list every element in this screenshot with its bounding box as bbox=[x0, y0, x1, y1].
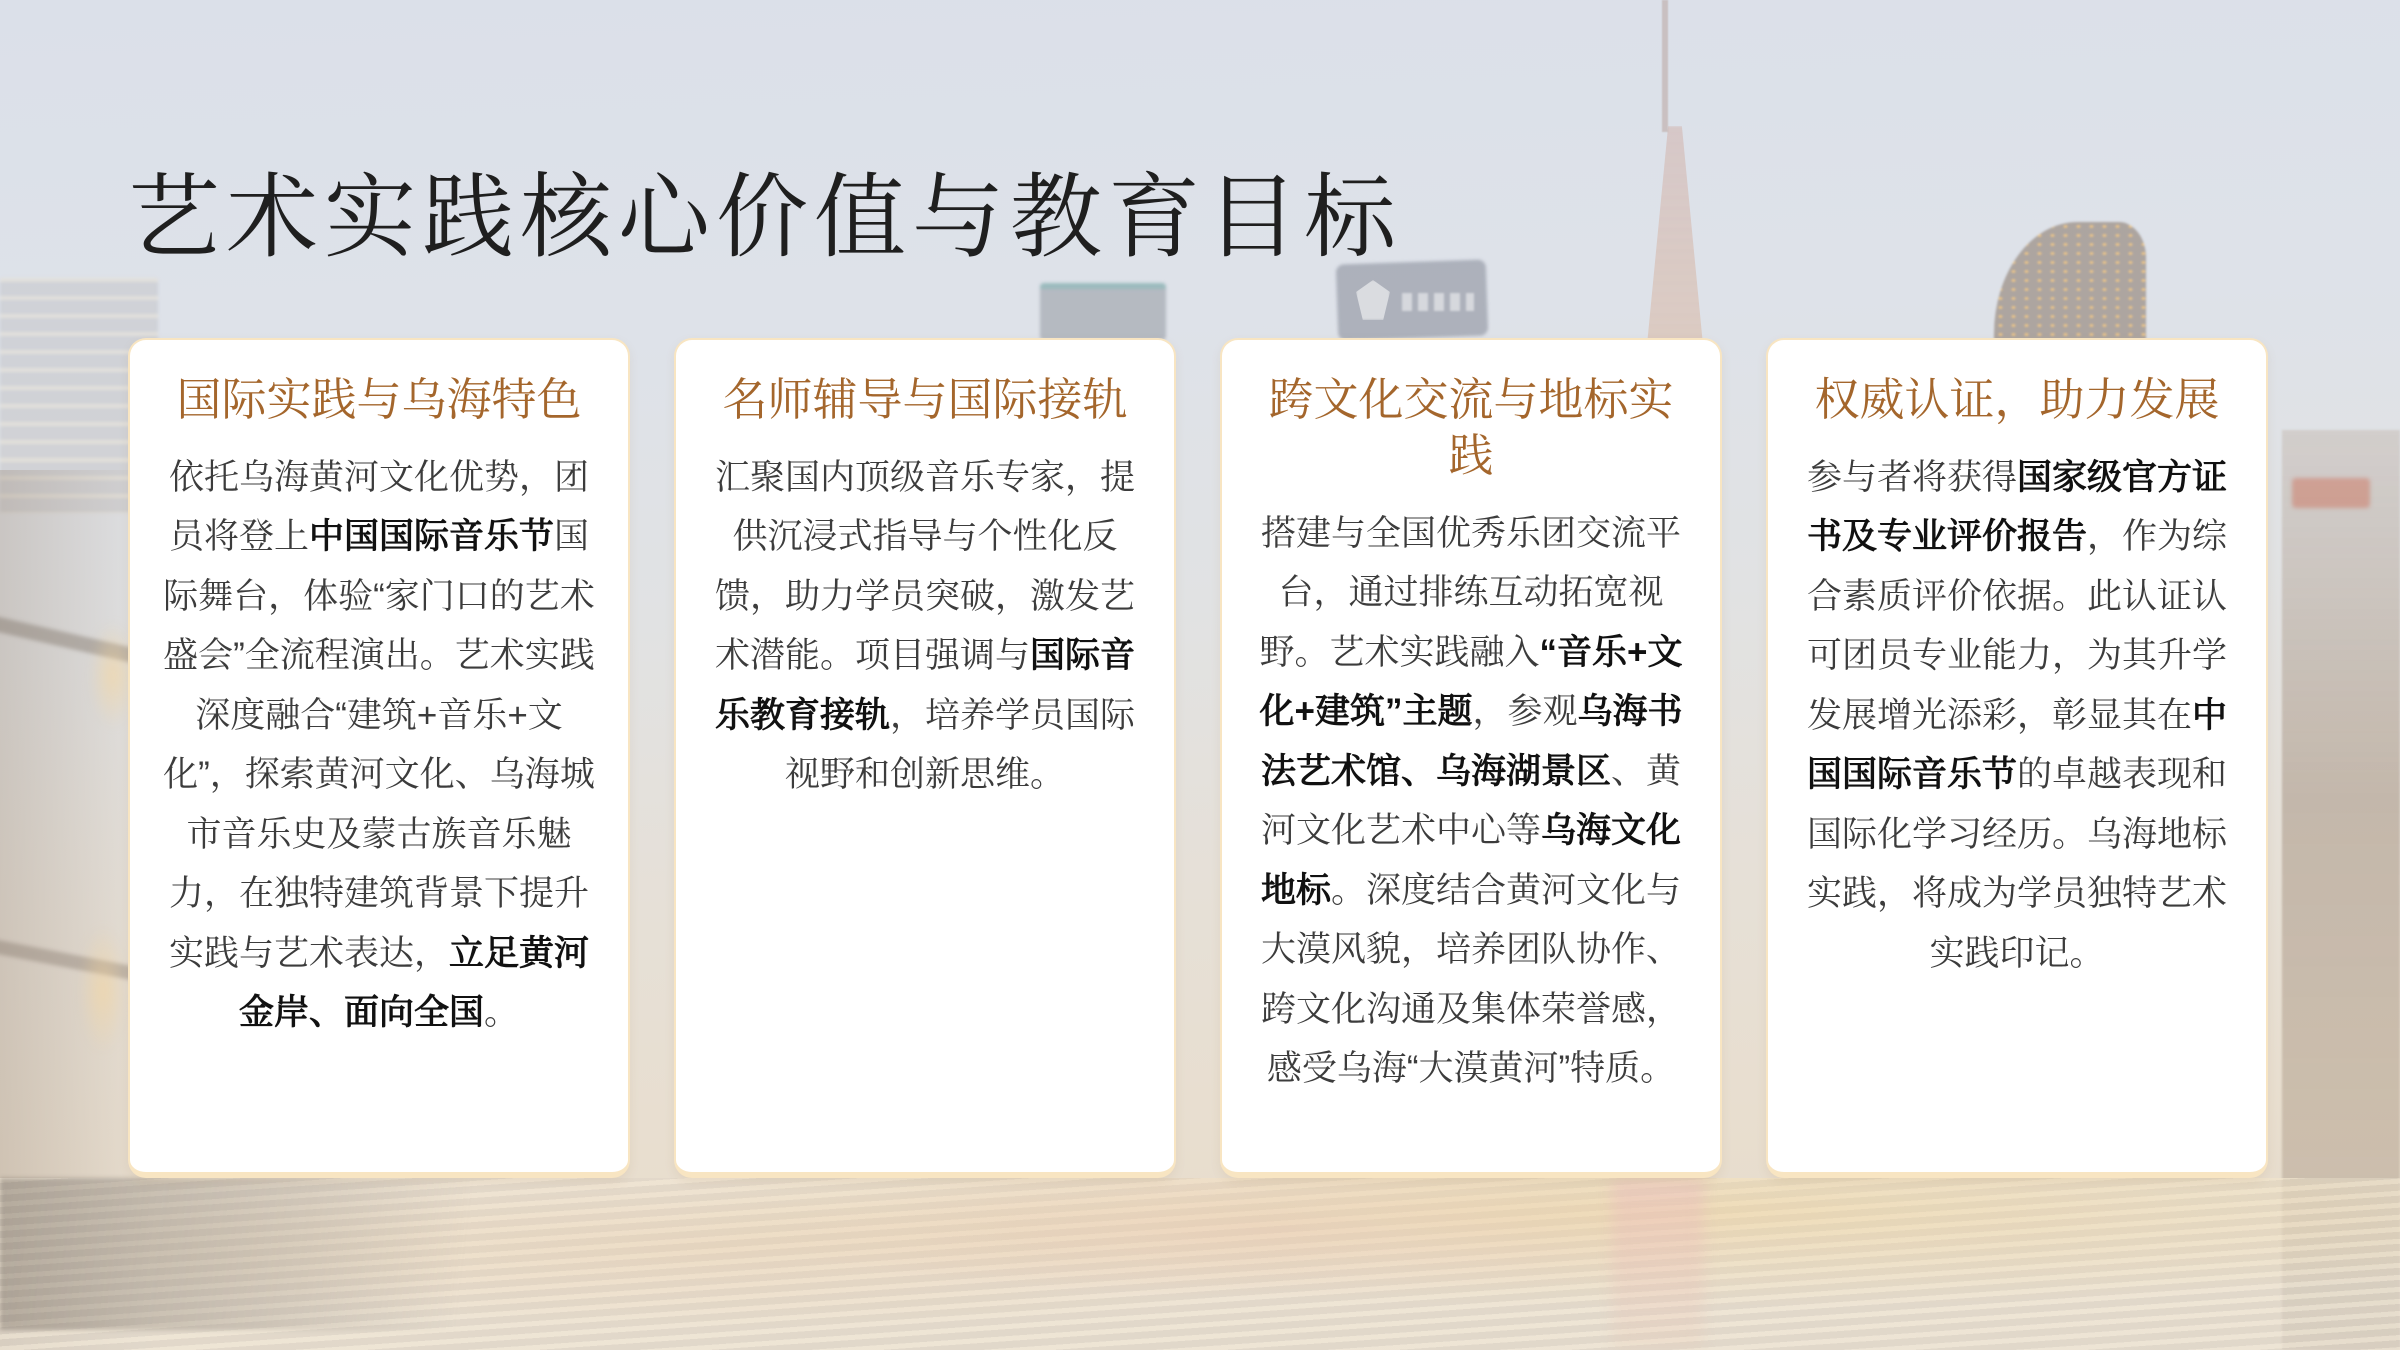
card-body-segment: ，作为综合素质评价依据。此认证认可团员专业能力，为其升学发展增光添彩，彰显其在 bbox=[1806, 517, 2228, 735]
card-body-bold-segment: “音乐+文化+建筑”主题 bbox=[1259, 632, 1683, 732]
page-title: 艺术实践核心价值与教育目标 bbox=[128, 167, 1403, 269]
card-body-segment: 参与者将获得 bbox=[1806, 457, 2017, 497]
card-body-bold-segment: 中国国际音乐节 bbox=[308, 517, 554, 557]
card-body-segment: ，参观 bbox=[1472, 692, 1578, 732]
card-title: 跨文化交流与地标实践 bbox=[1268, 374, 1674, 481]
background-billboard-glyphs bbox=[1402, 293, 1474, 311]
card-body bbox=[156, 448, 602, 1043]
background-highrise-right bbox=[1994, 222, 2146, 340]
card-body-bold-segment: 立足黄河金岸、面向全国 bbox=[238, 933, 590, 1033]
background-tower-antenna bbox=[1662, 0, 1668, 132]
card-body-segment: 、黄河文化艺术中心等 bbox=[1260, 751, 1682, 851]
background-tower-silhouette bbox=[1632, 126, 1718, 340]
card-title: 名师辅导与国际接轨 bbox=[722, 374, 1128, 425]
value-card bbox=[674, 338, 1176, 1178]
card-body-segment: 汇聚国内顶级音乐专家，提供沉浸式指导与个性化反馈，助力学员突破，激发艺术潜能。项目强调与 bbox=[714, 457, 1135, 676]
background-bridge bbox=[0, 1178, 540, 1330]
value-card bbox=[1220, 338, 1722, 1178]
value-card bbox=[1766, 338, 2268, 1178]
card-title: 权威认证，助力发展 bbox=[1814, 374, 2220, 425]
card-body bbox=[702, 448, 1148, 805]
background-billboard-left bbox=[1040, 283, 1166, 340]
background-water-reflection bbox=[1612, 1178, 1704, 1350]
card-body-bold-segment: 国家级官方证书及专业评价报告 bbox=[1806, 457, 2228, 557]
card-body-bold-segment: 乌海书法艺术馆、乌海湖景区 bbox=[1260, 692, 1683, 791]
card-title: 国际实践与乌海特色 bbox=[176, 374, 582, 425]
card-body-segment: 的卓越表现和国际化学习经历。乌海地标实践，将成为学员独特艺术实践印记。 bbox=[1806, 755, 2228, 973]
card-body bbox=[1248, 504, 1694, 1099]
card-body-bold-segment: 乌海文化地标 bbox=[1260, 811, 1682, 910]
cards-row bbox=[128, 338, 2268, 1178]
card-body bbox=[1794, 448, 2240, 984]
card-body-segment: 搭建与全国优秀乐团交流平台，通过排练互动拓宽视野。艺术实践融入 bbox=[1259, 513, 1681, 672]
card-body-segment: 。 bbox=[484, 993, 520, 1033]
card-body-segment: 国际舞台，体验“家门口的艺术盛会”全流程演出。艺术实践深度融合“建筑+音乐+文化”，探索黄河文化、乌海城市音乐史及蒙古族音乐魅力，在独特建筑背景下提升实践与艺术表达， bbox=[163, 517, 595, 973]
background-lantern-glow-lower bbox=[70, 900, 136, 1080]
card-body-bold-segment: 国际音乐教育接轨 bbox=[714, 636, 1136, 735]
value-card bbox=[128, 338, 630, 1178]
card-body-segment: ，培养学员国际视野和创新思维。 bbox=[784, 695, 1136, 795]
background-sign-right bbox=[2292, 478, 2370, 508]
card-body-segment: 依托乌海黄河文化优势，团员将登上 bbox=[168, 457, 589, 557]
card-body-segment: 。深度结合黄河文化与大漠风貌，培养团队协作、跨文化沟通及集体荣誉感，感受乌海“大漠黄河”特质。 bbox=[1260, 870, 1682, 1089]
card-body-bold-segment: 中国国际音乐节 bbox=[1806, 695, 2228, 795]
